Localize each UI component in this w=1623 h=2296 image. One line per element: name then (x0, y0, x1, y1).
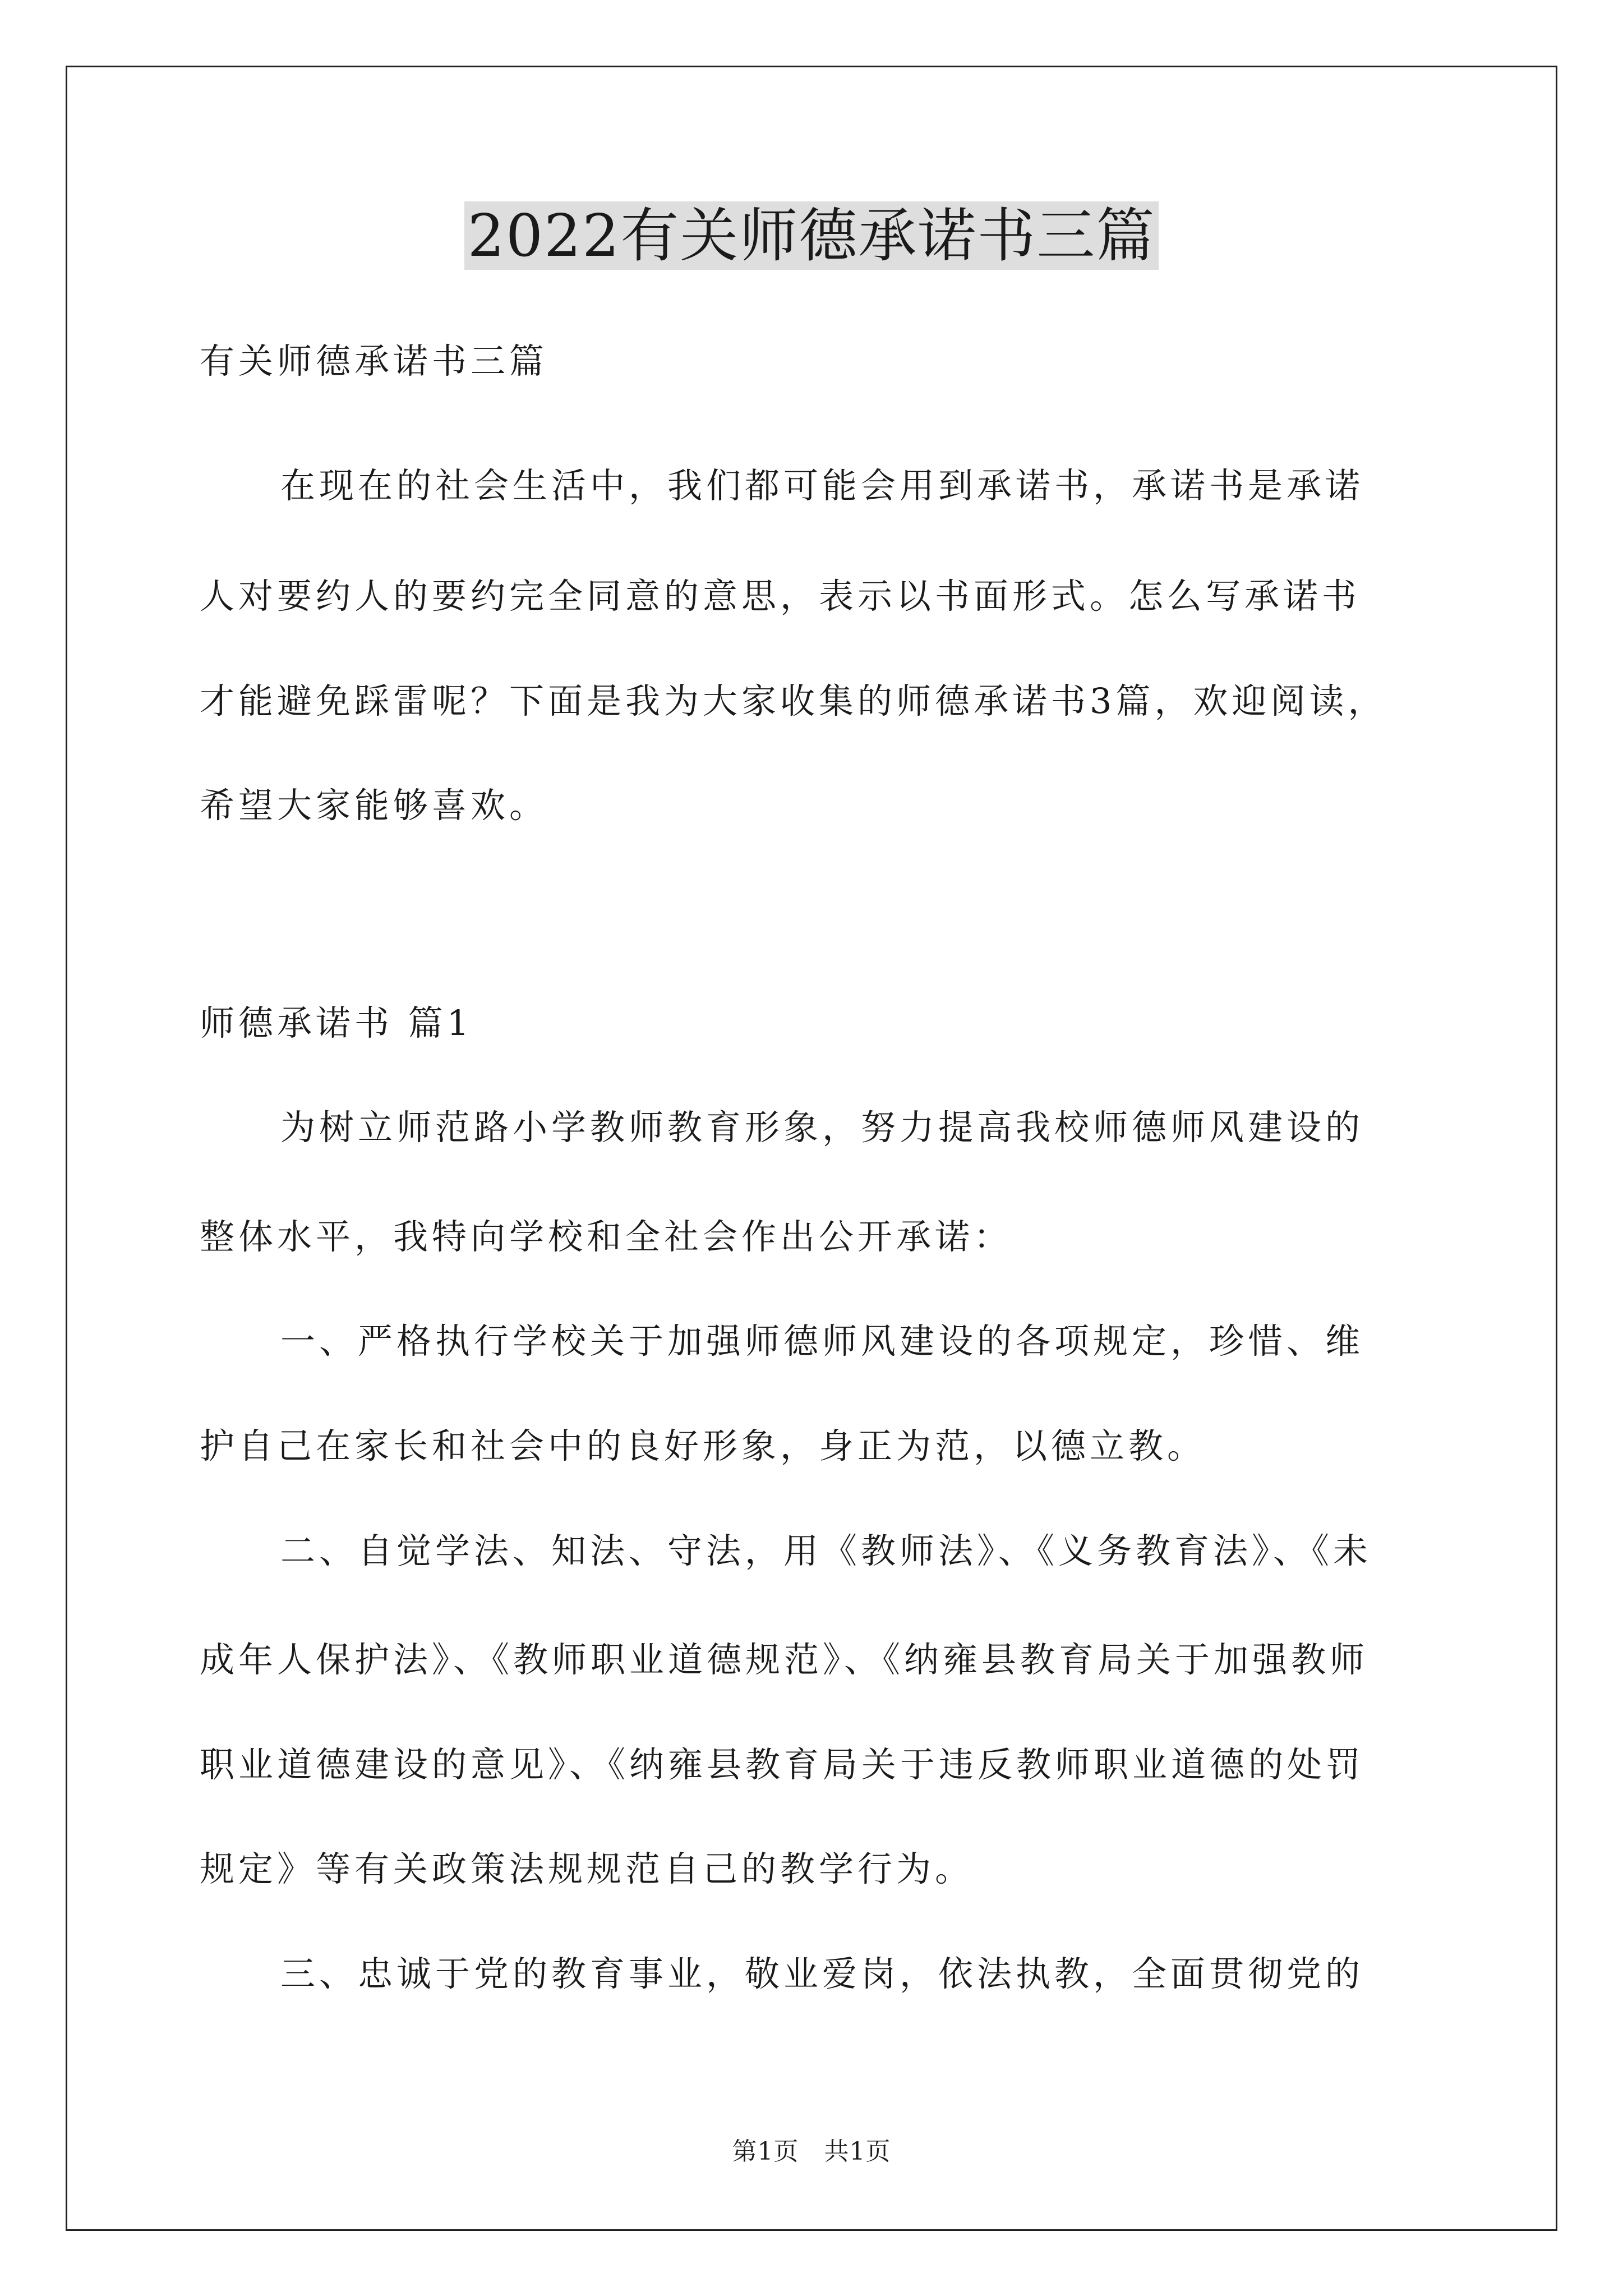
document-title (0, 197, 1623, 274)
body-line-9: 三、忠诚于党的教育事业，敬业爱岗，依法执教，全面贯彻党的 (280, 1953, 1364, 1994)
intro-line-4: 希望大家能够喜欢。 (200, 785, 548, 826)
intro-line-3: 才能避免踩雷呢？下面是我为大家收集的师德承诺书3篇，欢迎阅读， (200, 680, 1387, 721)
body-line-1: 为树立师范路小学教师教育形象，努力提高我校师德师风建设的 (280, 1107, 1364, 1148)
document-title-text: 2022有关师德承诺书三篇 (464, 201, 1159, 270)
body-line-6: 成年人保护法》、《教师职业道德规范》、《纳雍县教育局关于加强教师 (200, 1639, 1369, 1680)
body-line-2: 整体水平，我特向学校和全社会作出公开承诺： (200, 1216, 1013, 1257)
section-heading: 师德承诺书 篇1 (200, 1002, 473, 1043)
body-line-8: 规定》等有关政策法规规范自己的教学行为。 (200, 1848, 974, 1889)
intro-line-1: 在现在的社会生活中，我们都可能会用到承诺书，承诺书是承诺 (280, 465, 1364, 506)
page-footer: 第1页 共1页 (732, 2137, 891, 2166)
document-subtitle: 有关师德承诺书三篇 (200, 341, 548, 381)
body-line-7: 职业道德建设的意见》、《纳雍县教育局关于违反教师职业道德的处罚 (200, 1744, 1365, 1785)
body-line-3: 一、严格执行学校关于加强师德师风建设的各项规定，珍惜、维 (280, 1320, 1364, 1361)
body-line-5: 二、自觉学法、知法、守法，用《教师法》、《义务教育法》、《未 (280, 1530, 1372, 1571)
intro-line-2: 人对要约人的要约完全同意的意思，表示以书面形式。怎么写承诺书 (200, 576, 1361, 616)
body-line-4: 护自己在家长和社会中的良好形象，身正为范，以德立教。 (200, 1425, 1206, 1466)
